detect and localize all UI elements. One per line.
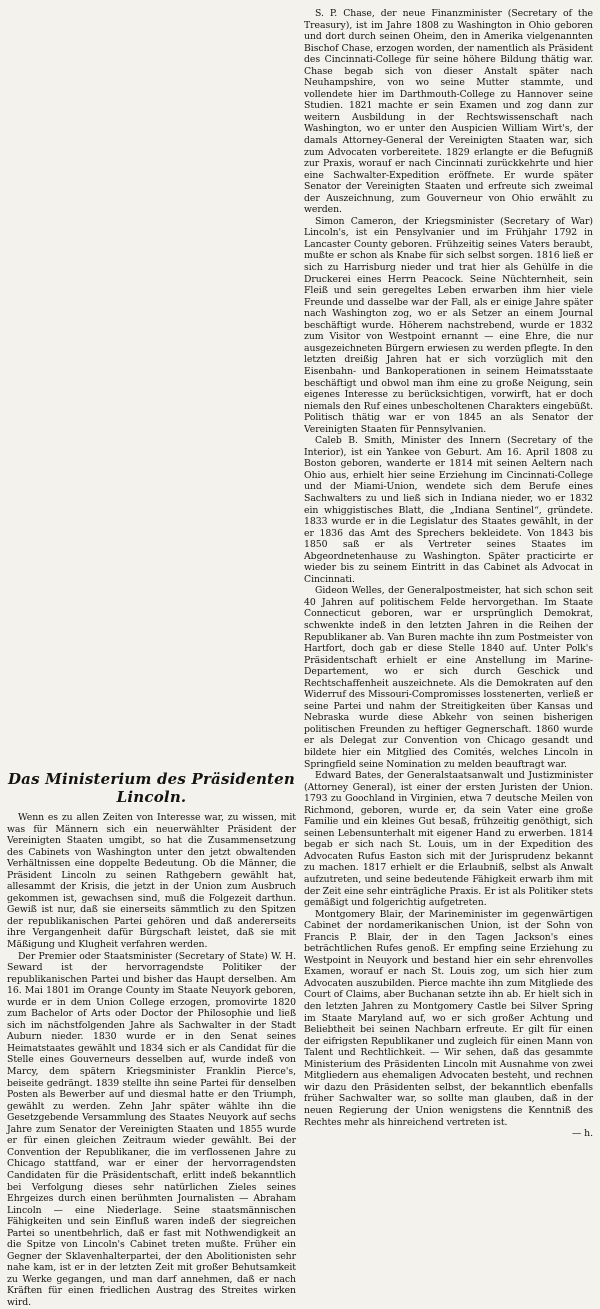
article-paragraph-bates: Edward Bates, der Generalstaatsanwalt und Justizminister (Attorney General), ist einer der ersten Juristen der Union. 1793 zu Goochland in Virginien, etwa 7 deutsche Meilen von Richmond, geboren, wurde er, da sein Vater eine große Familie und ein kleines Gut besaß, frühzeitig genöthigt, sich seinen Lebensunterhalt mit eigener Hand zu erwerben. 1814 begab er sich nach St. Louis, um in der Expedition des Advocaten Rufus Easton sich mit der Jurisprudenz bekannt zu machen. 1817 erhielt er die Erlaubniß, selbst als Anwalt aufzutreten, und seine bedeutende Fähigkeit erwarb ihm mit der Zeit eine sehr einträgliche Praxis. Er ist als Politiker stets gemäßigt und folgerichtig aufgetreten. bbox=[304, 770, 593, 909]
article-column-right bbox=[304, 8, 593, 1140]
article-paragraph-intro: Wenn es zu allen Zeiten von Interesse war, zu wissen, mit was für Männern sich ein neuerwählter Präsident der Vereinigten Staaten umgibt, so hat die Zusammensetzung des Cabinets von Washington unter den jetzt obwaltenden Verhältnissen eine doppelte Bedeutung. Ob die Männer, die Präsident Lincoln zu seinen Rathgebern gewählt hat, allesammt der Krisis, die jetzt in der Union zum Ausbruch gekommen ist, gewachsen sind, muß die Folgezeit darthun. Gewiß ist nur, daß sie einerseits sämmtlich zu den Spitzen der republikanischen Partei gehören und daß andererseits ihre Vergangenheit dafür Bürgschaft leistet, daß sie mit Mäßigung und Klugheit verfahren werden. bbox=[7, 812, 296, 951]
article-title: Das Ministerium des Präsidenten Lincoln. bbox=[7, 770, 296, 806]
article-paragraph-welles: Gideon Welles, der Generalpostmeister, hat sich schon seit 40 Jahren auf politischem Felde hervorgethan. Im Staate Connecticut geboren, war er ursprünglich Demokrat, schwenkte indeß in den letzten Jahren in die Reihen der Republikaner ab. Van Buren machte ihn zum Postmeister von Hartfort, doch gab er diese Stelle 1840 auf. Unter Polk's Präsidentschaft erhielt er eine Anstellung im Marine-Departement, wo er sich durch Geschick und Rechtschaffenheit auszeichnete. Als die Demokraten auf den Widerruf des Missouri-Compromisses losstenerten, verließ er seine Partei und nahm der Streitigkeiten über Kansas und Nebraska wurde diese Abkehr von seinen bisherigen politischen Freunden zu heftiger Gegnerschaft. 1860 wurde er als Delegat zur Convention von Chicago gesandt und bildete hier ein Mitglied des Comités, welches Lincoln in Springfield seine Nomination zu melden beauftragt war. bbox=[304, 585, 593, 770]
article-paragraph-chase: S. P. Chase, der neue Finanzminister (Secretary of the Treasury), ist im Jahre 1808 zu Washington in Ohio geboren und dort durch seinen Oheim, den in Amerika vielgenannten Bischof Chase, erzogen worden, der namentlich als Präsident des Cincinnati-College für seine höhere Bildung thätig war. Chase begab sich von dieser Anstalt später nach Neuhampshire, von wo seine Mutter stammte, und vollendete hier im Darthmouth-College zu Hannover seine Studien. 1821 machte er sein Examen und zog dann zur weitern Ausbildung in der Rechtswissenschaft nach Washington, wo er unter den Auspicien William Wirt's, der damals Attorney-General der Vereinigten Staaten war, sich zum Advocaten vorbereitete. 1829 erlangte er die Befugniß zur Praxis, worauf er nach Cincinnati zurückkehrte und hier eine Sachwalter-Expedition eröffnete. Er wurde später Senator der Vereinigten Staaten und erfreute sich zweimal der Auszeichnung, zum Gouverneur von Ohio erwählt zu werden. bbox=[304, 8, 593, 216]
article-column-left bbox=[7, 770, 296, 1309]
article-paragraph-blair: Montgomery Blair, der Marineminister im gegenwärtigen Cabinet der nordamerikanischen Union, ist der Sohn von Francis P. Blair, der in den Tagen Jackson's eines beträchtlichen Rufes genoß. Er empfing seine Erziehung zu Westpoint in Neuyork und bestand hier ein sehr ehrenvolles Examen, worauf er nach St. Louis zog, um sich hier zum Advocaten auszubilden. Pierce machte ihn zum Mitgliede des Court of Claims, aber Buchanan setzte ihn ab. Er hielt sich in den letzten Jahren zu Montgomery Castle bei Silver Spring im Staate Maryland auf, wo er sich großer Achtung und Beliebtheit bei seinen Nachbarn erfreute. Er gilt für einen der eifrigsten Republikaner und zugleich für einen Mann von Talent und Rechtlichkeit. — Wir sehen, daß das gesammte Ministerium des Präsidenten Lincoln mit Ausnahme von zwei Mitgliedern aus ehemaligen Advocaten besteht, und rechnen wir dazu den Präsidenten selbst, der bekanntlich ebenfalls früher Sachwalter war, so sollte man glauben, daß in der neuen Regierung der Union wenigstens die Kenntniß des Rechtes mehr als hinreichend vertreten ist. bbox=[304, 908, 593, 1128]
article-paragraph-cameron: Simon Cameron, der Kriegsminister (Secretary of War) Lincoln's, ist ein Pensylvanier und im Frühjahr 1792 in Lancaster County geboren. Frühzeitig seines Vaters beraubt, mußte er schon als Knabe für sich selbst sorgen. 1816 ließ er sich zu Harrisburg nieder und trat hier als Gehülfe in die Druckerei eines Herrn Peacock. Seine Nüchternheit, sein Fleiß und sein geregeltes Leben erwarben ihm hier viele Freunde und dasselbe war der Fall, als er einige Jahre später nach Washington zog, wo er als Setzer an einem Journal beschäftigt wurde. Höherem nachstrebend, wurde er 1832 zum Visitor von Westpoint ernannt — eine Ehre, die nur ausgezeichneten Bürgern erwiesen zu werden pflegte. In den letzten dreißig Jahren hat er sich vorzüglich mit den Eisenbahn- und Bankoperationen in seinem Heimatsstaate beschäftigt und obwol man ihm eine zu große Neigung, sein eigenes Interesse zu berücksichtigen, vorwirft, hat er doch niemals den Ruf eines unbescholtenen Charakters eingebüßt. Politisch thätig war er von 1845 an als Senator der Vereinigten Staaten für Pennsylvanien. bbox=[304, 215, 593, 435]
article-paragraph-seward: Der Premier oder Staatsminister (Secretary of State) W. H. Seward ist der hervorragendste Politiker der republikanischen Partei und bisher das Haupt derselben. Am 16. Mai 1801 im Orange County im Staate Neuyork geboren, wurde er in dem Union College erzogen, promovirte 1820 zum Bachelor of Arts oder Doctor der Philosophie und ließ sich im nächstfolgenden Jahre als Sachwalter in der Stadt Auburn nieder. 1830 wurde er in den Senat seines Heimatstaates gewählt und 1834 sich er als Candidat für die Stelle eines Gouverneurs desselben auf, wurde indeß von Marcy, dem spätern Kriegsminister Franklin Pierce's, beiseite gedrängt. 1839 stellte ihn seine Partei für denselben Posten als Bewerber auf und diesmal hatte er den Triumph, gewählt zu werden. Zehn Jahr später wählte ihn die Gesetzgebende Versammlung des Staates Neuyork auf sechs Jahre zum Senator der Vereinigten Staaten und 1855 wurde er für einen gleichen Zeitraum wieder gewählt. Bei der Convention der Republikaner, die im verflossenen Jahre zu Chicago stattfand, war er einer der hervorragendsten Candidaten für die Präsidentschaft, erlitt indeß bekanntlich bei Verfolgung dieses sehr natürlichen Zieles seines Ehrgeizes durch einen berühmten Journalisten — Abraham Lincoln — eine Niederlage. Seine staatsmännischen Fähigkeiten und sein Einfluß waren indeß der siegreichen Partei so unentbehrlich, daß er fast mit Nothwendigkeit an die Spitze von Lincoln's Cabinet treten mußte. Früher ein Gegner der Sklavenhalterpartei, der den Abolitionisten sehr nahe kam, ist er in der letzten Zeit mit großer Behutsamkeit zu Werke gegangen, und man darf annehmen, daß er nach Kräften für einen friedlichen Austrag des Streites wirken wird. bbox=[7, 950, 296, 1308]
article-signature: — h. bbox=[572, 1128, 593, 1140]
article-paragraph-smith: Caleb B. Smith, Minister des Innern (Secretary of the Interior), ist ein Yankee von Geburt. Am 16. April 1808 zu Boston geboren, wanderte er 1814 mit seinen Aeltern nach Ohio aus, erhielt hier seine Erziehung im Cincinnati-College und der Miami-Union, wendete sich dem Berufe eines Sachwalters zu und ließ sich in Indiana nieder, wo er 1832 ein whiggistisches Blatt, die „Indiana Sentinel“, gründete. 1833 wurde er in die Legislatur des Staates gewählt, in der er 1836 das Amt des Sprechers bekleidete. Von 1843 bis 1850 saß er als Vertreter seines Staates im Abgeordnetenhause zu Washington. Später practicirte er wieder bis zu seinem Eintritt in das Cabinet als Advocat in Cincinnati. bbox=[304, 435, 593, 585]
